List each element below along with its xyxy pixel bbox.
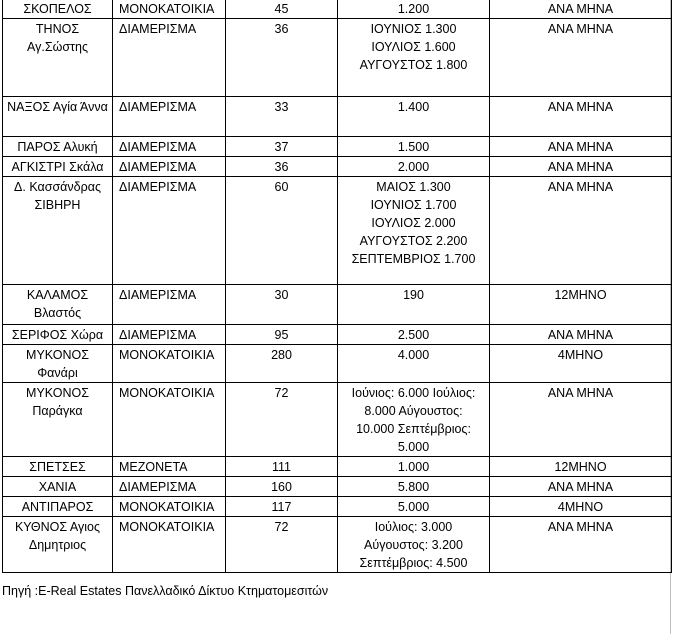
- price-line: 10.000 Σεπτέμβριος:: [356, 422, 471, 436]
- price-cell: [338, 97, 490, 137]
- location-cell: ΣΠΕΤΣΕΣ: [3, 457, 113, 477]
- rental-period-cell: ΑΝΑ ΜΗΝΑ: [490, 477, 672, 497]
- property-type-cell: ΜΟΝΟΚΑΤΟΙΚΙΑ: [113, 345, 226, 383]
- property-type-cell: ΜΟΝΟΚΑΤΟΙΚΙΑ: [113, 0, 226, 19]
- location-cell: ΠΑΡΟΣ Αλυκή: [3, 137, 113, 157]
- source-note: Πηγή :E-Real Estates Πανελλαδικό Δίκτυο Κτηματομεσιτών: [2, 584, 329, 598]
- table-row: [3, 477, 672, 497]
- table-row: [3, 517, 672, 573]
- price-line: 5.800: [397, 480, 430, 494]
- price-line: ΙΟΥΛΙΟΣ 1.600: [371, 40, 456, 54]
- area-sqm-cell: 36: [226, 19, 338, 97]
- table-row: [3, 383, 672, 457]
- price-cell: [338, 325, 490, 345]
- price-line: 1.400: [397, 100, 430, 114]
- price-line: ΜΑΙΟΣ 1.300: [376, 180, 451, 194]
- price-cell: [338, 285, 490, 325]
- location-cell: ΑΓΚΙΣΤΡΙ Σκάλα: [3, 157, 113, 177]
- price-line: 8.000 Αύγουστος:: [364, 404, 463, 418]
- property-type-cell: ΜΕΖΟΝΕΤΑ: [113, 457, 226, 477]
- location-cell: ΤΗΝΟΣ Αγ.Σώστης: [3, 19, 113, 97]
- price-cell: [338, 19, 490, 97]
- price-line: ΑΥΓΟΥΣΤΟΣ 2.200: [359, 234, 468, 248]
- price-line: ΙΟΥΛΙΟΣ 2.000: [371, 216, 456, 230]
- price-line: 190: [403, 288, 424, 302]
- price-cell: [338, 157, 490, 177]
- table-row: [3, 157, 672, 177]
- area-sqm-cell: 33: [226, 97, 338, 137]
- price-line: ΑΥΓΟΥΣΤΟΣ 1.800: [359, 58, 468, 72]
- rental-period-cell: ΑΝΑ ΜΗΝΑ: [490, 383, 672, 457]
- property-type-cell: ΜΟΝΟΚΑΤΟΙΚΙΑ: [113, 517, 226, 573]
- table-row: [3, 325, 672, 345]
- table-row: [3, 97, 672, 137]
- location-cell: ΚΥΘΝΟΣ Αγιος Δημητριος: [3, 517, 113, 573]
- property-type-cell: ΜΟΝΟΚΑΤΟΙΚΙΑ: [113, 497, 226, 517]
- location-cell: ΣΕΡΙΦΟΣ Χώρα: [3, 325, 113, 345]
- property-type-cell: ΔΙΑΜΕΡΙΣΜΑ: [113, 19, 226, 97]
- price-cell: [338, 177, 490, 285]
- price-cell: [338, 383, 490, 457]
- price-line: 1.500: [397, 140, 430, 154]
- price-cell: [338, 457, 490, 477]
- rental-period-cell: ΑΝΑ ΜΗΝΑ: [490, 19, 672, 97]
- table-row: [3, 177, 672, 285]
- area-sqm-cell: 30: [226, 285, 338, 325]
- table-row: [3, 0, 672, 19]
- location-cell: ΚΑΛΑΜΟΣ Βλαστός: [3, 285, 113, 325]
- price-line: 2.000: [397, 160, 430, 174]
- price-line: ΙΟΥΝΙΟΣ 1.700: [370, 198, 457, 212]
- rental-period-cell: 4ΜΗΝΟ: [490, 345, 672, 383]
- rental-listings-table: [2, 0, 672, 573]
- price-cell: [338, 137, 490, 157]
- property-type-cell: ΜΟΝΟΚΑΤΟΙΚΙΑ: [113, 383, 226, 457]
- location-cell: ΣΚΟΠΕΛΟΣ: [3, 0, 113, 19]
- rental-period-cell: 12ΜΗΝΟ: [490, 285, 672, 325]
- area-sqm-cell: 36: [226, 157, 338, 177]
- area-sqm-cell: 95: [226, 325, 338, 345]
- rental-period-cell: ΑΝΑ ΜΗΝΑ: [490, 517, 672, 573]
- table-row: [3, 497, 672, 517]
- price-line: Σεπτέμβριος: 4.500: [359, 556, 468, 570]
- price-cell: [338, 477, 490, 497]
- property-type-cell: ΔΙΑΜΕΡΙΣΜΑ: [113, 97, 226, 137]
- price-line: 4.000: [397, 348, 430, 362]
- price-line: 1.200: [397, 2, 430, 16]
- rental-listings-body: [3, 0, 672, 573]
- price-line: 1.000: [397, 460, 430, 474]
- location-cell: ΑΝΤΙΠΑΡΟΣ: [3, 497, 113, 517]
- area-sqm-cell: 60: [226, 177, 338, 285]
- rental-period-cell: ΑΝΑ ΜΗΝΑ: [490, 325, 672, 345]
- rental-period-cell: ΑΝΑ ΜΗΝΑ: [490, 97, 672, 137]
- price-line: 5.000: [397, 440, 430, 454]
- table-row: [3, 345, 672, 383]
- rental-period-cell: 12ΜΗΝΟ: [490, 457, 672, 477]
- property-type-cell: ΔΙΑΜΕΡΙΣΜΑ: [113, 177, 226, 285]
- price-line: Αύγουστος: 3.200: [364, 538, 463, 552]
- property-type-cell: ΔΙΑΜΕΡΙΣΜΑ: [113, 285, 226, 325]
- price-cell: [338, 497, 490, 517]
- price-line: ΙΟΥΝΙΟΣ 1.300: [370, 22, 457, 36]
- property-type-cell: ΔΙΑΜΕΡΙΣΜΑ: [113, 157, 226, 177]
- area-sqm-cell: 111: [226, 457, 338, 477]
- price-line: Ιούλιος: 3.000: [374, 520, 453, 534]
- price-cell: [338, 0, 490, 19]
- area-sqm-cell: 37: [226, 137, 338, 157]
- table-row: [3, 137, 672, 157]
- area-sqm-cell: 72: [226, 517, 338, 573]
- rental-period-cell: ΑΝΑ ΜΗΝΑ: [490, 177, 672, 285]
- area-sqm-cell: 280: [226, 345, 338, 383]
- property-type-cell: ΔΙΑΜΕΡΙΣΜΑ: [113, 325, 226, 345]
- table-row: [3, 285, 672, 325]
- price-cell: [338, 345, 490, 383]
- rental-period-cell: ΑΝΑ ΜΗΝΑ: [490, 137, 672, 157]
- price-line: 2.500: [397, 328, 430, 342]
- area-sqm-cell: 72: [226, 383, 338, 457]
- area-sqm-cell: 160: [226, 477, 338, 497]
- price-line: Ιούνιος: 6.000 Ιούλιος:: [351, 386, 476, 400]
- location-cell: Δ. Κασσάνδρας ΣΙΒΗΡΗ: [3, 177, 113, 285]
- location-cell: ΧΑΝΙΑ: [3, 477, 113, 497]
- price-line: 5.000: [397, 500, 430, 514]
- rental-period-cell: ΑΝΑ ΜΗΝΑ: [490, 157, 672, 177]
- location-cell: ΜΥΚΟΝΟΣ Παράγκα: [3, 383, 113, 457]
- location-cell: ΜΥΚΟΝΟΣ Φανάρι: [3, 345, 113, 383]
- rental-period-cell: 4ΜΗΝΟ: [490, 497, 672, 517]
- area-sqm-cell: 45: [226, 0, 338, 19]
- rental-period-cell: ΑΝΑ ΜΗΝΑ: [490, 0, 672, 19]
- location-cell: ΝΑΞΟΣ Αγία Άννα: [3, 97, 113, 137]
- area-sqm-cell: 117: [226, 497, 338, 517]
- price-line: ΣΕΠΤΕΜΒΡΙΟΣ 1.700: [351, 252, 476, 266]
- price-cell: [338, 517, 490, 573]
- table-row: [3, 19, 672, 97]
- table-row: [3, 457, 672, 477]
- property-type-cell: ΔΙΑΜΕΡΙΣΜΑ: [113, 137, 226, 157]
- property-type-cell: ΔΙΑΜΕΡΙΣΜΑ: [113, 477, 226, 497]
